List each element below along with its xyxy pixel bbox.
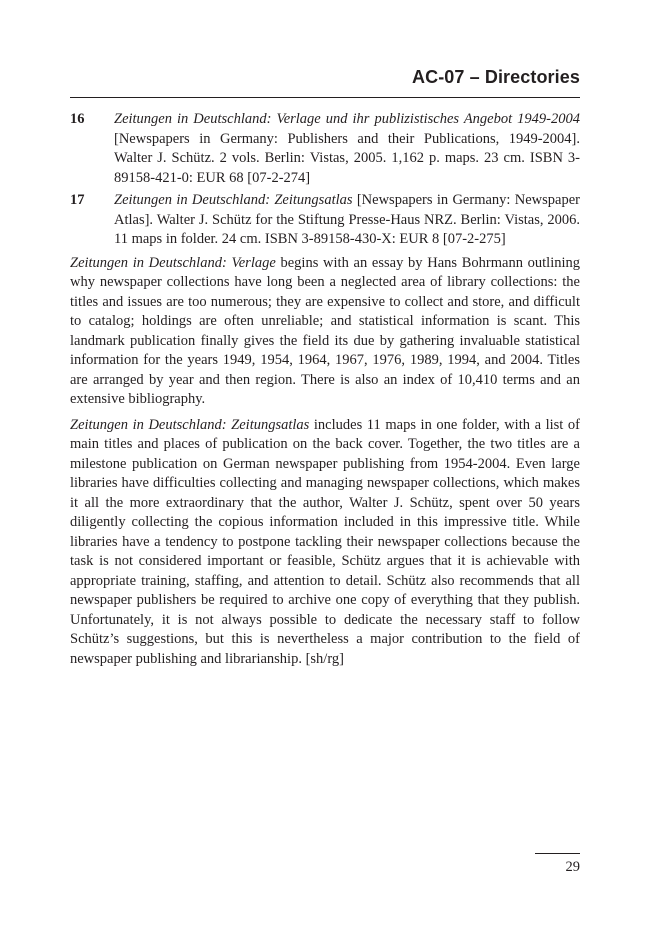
review-paragraph xyxy=(70,416,580,670)
entry-citation xyxy=(114,191,580,250)
entries-section xyxy=(70,110,580,675)
entry-details: [Newspapers in Germany: Publishers and their Publications, 1949-2004]. Walter J. Schütz. 2 vols. Berlin: Vistas, 2005. 1,162 p. maps. 23 cm. ISBN 3-89158-421-0: EUR 68 [07-2-274] xyxy=(114,130,580,186)
review-text: begins with an essay by Hans Bohrmann outlining why newspaper collections have long been a neglected area of library collections: the titles and issues are too numerous; they are expensive to collect and store, and difficult to catalog; holdings are often unreliable; and statistical information is scant. This landmark publication finally gives the field its due by gathering invaluable statistical information for the years 1949, 1954, 1964, 1967, 1976, 1989, 1994, and 2004. Titles are arranged by year and then region. There is also an index of 10,410 terms and an extensive bibliography. xyxy=(70,254,581,407)
page-number: 29 xyxy=(565,859,580,875)
entry-details: [Newspapers in Germany: Newspaper Atlas]. Walter J. Schütz for the Stiftung Presse-Haus NRZ. Berlin: Vistas, 2006. 11 maps in folder. 24 cm. ISBN 3-89158-430-X: EUR 8 [07-2-275] xyxy=(114,192,580,247)
entry-citation xyxy=(114,110,580,188)
footer-rule xyxy=(535,853,580,854)
bibliographic-entry xyxy=(70,110,580,188)
document-page xyxy=(70,0,580,941)
entry-title: Zeitungen in Deutschland: Verlage und ihr publizistisches Angebot 1949-2004 xyxy=(114,111,580,127)
running-head: AC-07 – Directories xyxy=(412,67,580,87)
bibliographic-entry xyxy=(70,191,580,250)
entry-number: 16 xyxy=(70,111,85,127)
review-lead-title: Zeitungen in Deutschland: Zeitungsatlas xyxy=(70,416,310,433)
review-lead-title: Zeitungen in Deutschland: Verlage xyxy=(70,254,276,271)
entry-title: Zeitungen in Deutschland: Zeitungsatlas xyxy=(114,192,353,208)
header-rule xyxy=(70,97,580,98)
entry-number: 17 xyxy=(70,192,85,208)
review-paragraph xyxy=(70,254,580,410)
review-text: includes 11 maps in one folder, with a list of main titles and places of publication on the back cover. Together, the two titles are a milestone publication on German newspaper publishing from 1954-2004. Even large libraries have difficulties collecting and managing newspaper collections, which makes it all the more extraordinary that the author, Walter J. Schütz, spent over 50 years diligently collecting the copious information included in this impressive title. While libraries have a tendency to postpone tackling their newspaper collections because the task is not considered important or feasible, Schütz argues that it is achievable with appropriate training, staffing, and attention to detail. Schütz also recommends that all newspaper publishers be required to archive one copy of everything that they publish. Unfortunately, it is not always possible to dedicate the necessary staff to follow Schütz’s suggestions, but this is nevertheless a major contribution to the field of newspaper publishing and librarianship. [sh/rg] xyxy=(70,416,580,667)
